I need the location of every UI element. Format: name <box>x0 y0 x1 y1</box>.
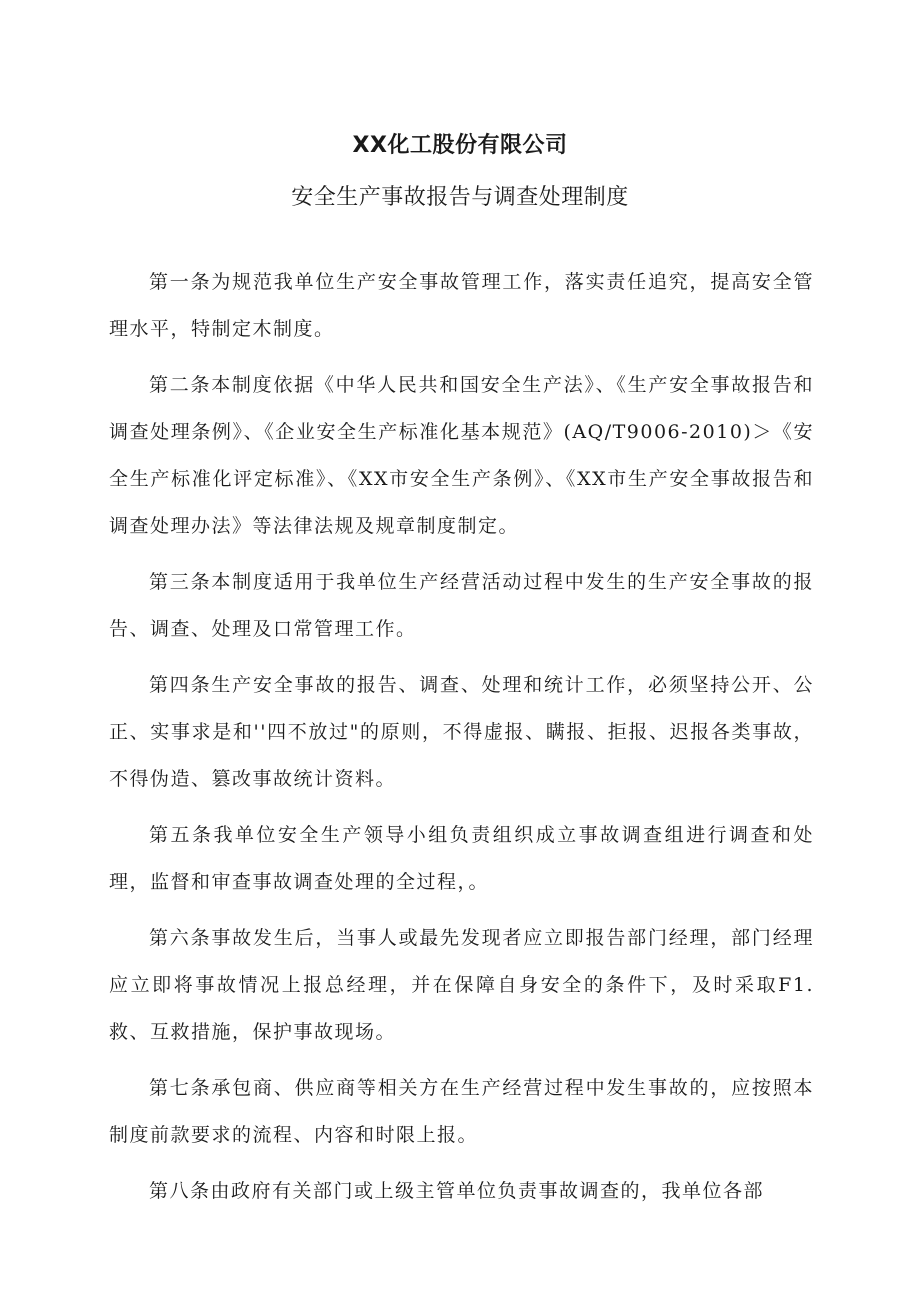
article-5: 第五条我单位安全生产领导小组负责组织成立事故调查组进行调查和处理，监督和审查事故调查处理的全过程，。 <box>109 824 814 893</box>
article-2: 第二条本制度依据《中华人民共和国安全生产法》、《生产安全事故报告和调查处理条例》、《企业安全生产标准化基本规范》(AQ/T9006-2010)＞《安全生产标准化评定标准》、《XX市安全生产条例》、《XX市生产安全事故报告和调查处理办法》等法律法规及规章制度制定。 <box>109 374 814 537</box>
article-8: 第八条由政府有关部门或上级主管单位负责事故调查的，我单位各部 <box>149 1180 765 1202</box>
article-4: 第四条生产安全事故的报告、调查、处理和统计工作，必须坚持公开、公正、实事求是和''四不放过"的原则，不得虚报、瞒报、拒报、迟报各类事故，不得伪造、篡改事故统计资料。 <box>109 674 814 790</box>
document-title: 安全生产事故报告与调查处理制度 <box>291 185 629 210</box>
article-1: 第一条为规范我单位生产安全事故管理工作，落实责任追究，提高安全管理水平，特制定木制度。 <box>109 271 814 340</box>
document-body <box>109 259 814 1224</box>
document-header <box>0 120 920 224</box>
article-6: 第六条事故发生后，当事人或最先发现者应立即报告部门经理，部门经理应立即将事故情况上报总经理，并在保障自身安全的条件下，及时采取F1.救、互救措施，保护事故现场。 <box>109 927 814 1043</box>
article-7: 第七条承包商、供应商等相关方在生产经营过程中发生事故的，应按照本制度前款要求的流程、内容和时限上报。 <box>109 1077 814 1146</box>
article-3: 第三条本制度适用于我单位生产经营活动过程中发生的生产安全事故的报告、调查、处理及口常管理工作。 <box>109 571 814 640</box>
company-name: XX化工股份有限公司 <box>352 133 568 158</box>
